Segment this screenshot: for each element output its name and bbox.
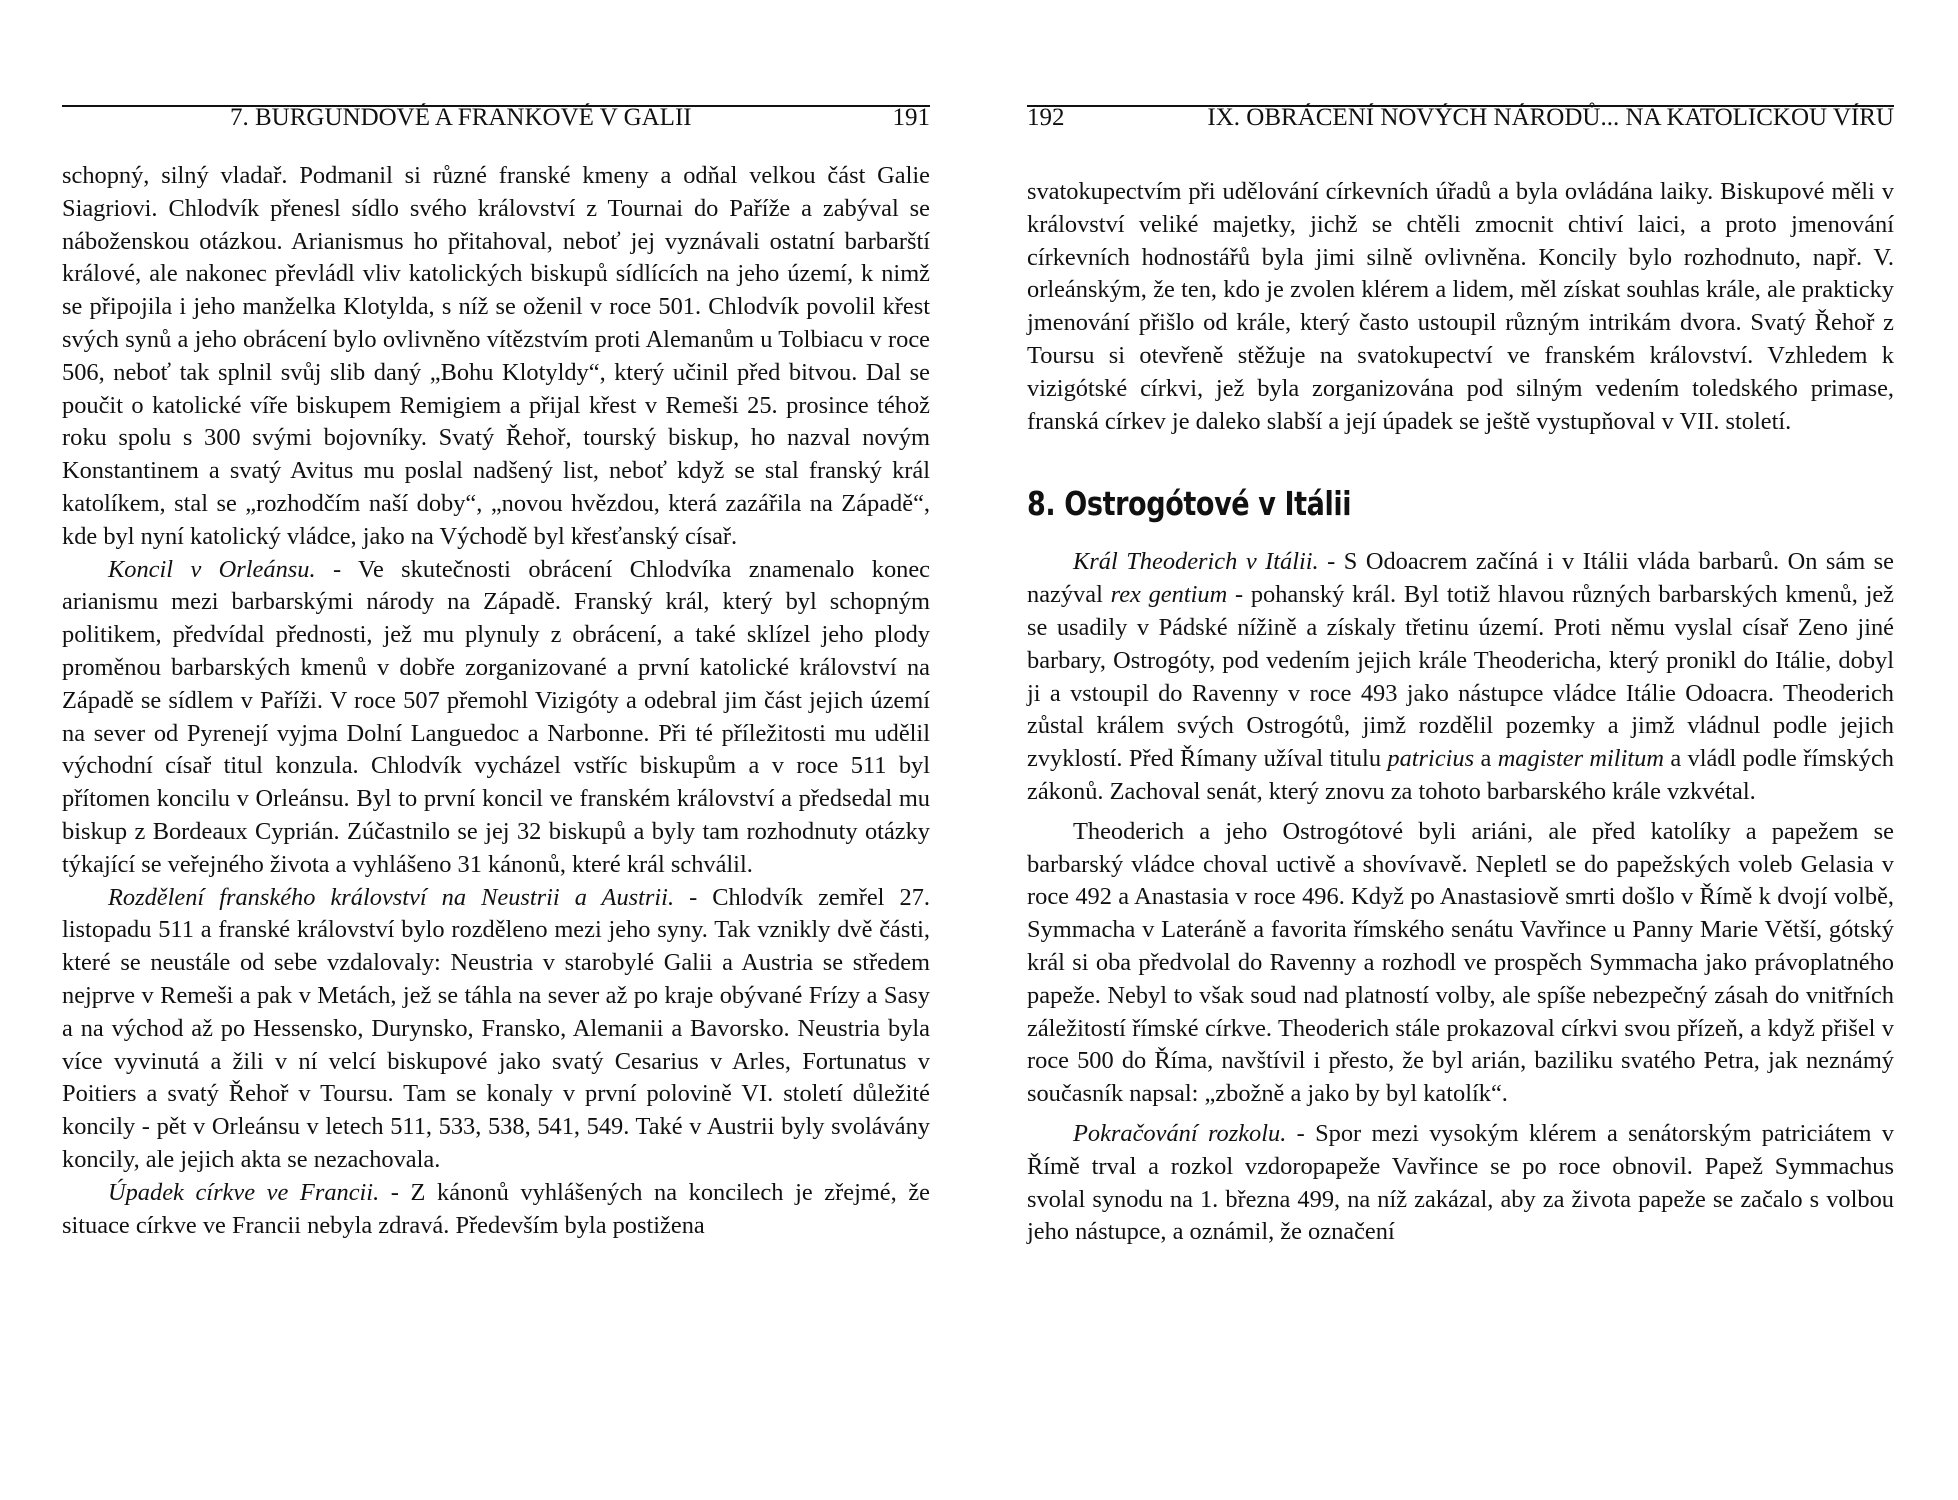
paragraph-text: - Chlodvík zemřel 27. listopadu 511 a franské království bylo rozděleno mezi jeho syny. Tak vznikly dvě části, které se neustále od sebe vzdalovaly: Neustria v starobylé Galii a Austria se středem nejprve v Remeši a pak v Metách, jež se táhla na sever až po kraje obývané Frízy a Sasy a na východ až po Hessensko, Durynsko, Fransko, Alemanii a Bavorsko. Neustria byla více vyvinutá a žili v ní velcí biskupové jako svatý Cesarius v Arles, Fortunatus v Poitiers a svatý Řehoř v Toursu. Tam se konaly v první polovině VI. století důležité koncily - pět v Orleánsu v letech 511, 533, 538, 541, 549. Také v Austrii byly svolávány koncily, ale jejich akta se nezachovala.: [62, 883, 930, 1173]
left-paragraph-upadek: [62, 1177, 930, 1243]
paragraph-text: - Z kánonů vyhlášených na koncilech je zřejmé, že situace církve ve Francii nebyla zdravá. Především byla postižena: [62, 1178, 931, 1239]
left-page-number: 191: [892, 104, 930, 131]
right-page-body: [1027, 176, 1894, 1249]
latin-term: magister militum: [1497, 745, 1664, 773]
paragraph-title: Rozdělení franského království na Neustrii a Austrii.: [108, 883, 675, 911]
right-page-number: 192: [1027, 104, 1065, 131]
left-paragraph-koncil: [62, 554, 930, 882]
paragraph-text: a vládl podle římských zákonů. Zachoval senát, který znovu za tohoto barbarského krále vzkvétal.: [1027, 745, 1894, 805]
left-paragraph-rozdeleni: [62, 882, 930, 1177]
section-heading: 8. Ostrogótové v Itálii: [1027, 484, 1352, 524]
paragraph-title: Koncil v Orleánsu.: [108, 555, 316, 583]
paragraph-text: - Ve skutečnosti obrácení Chlodvíka znamenalo konec arianismu mezi barbarskými národy na Západě. Franský král, který byl schopným politikem, předvídal přednosti, jež mu plynuly z obrácení, a také sklízel jeho plody proměnou barbarských kmenů v dobře zorganizované a první katolické království na Západě se sídlem v Paříži. V roce 507 přemohl Vizigóty a odebral jim část jejich území na sever od Pyrenejí vyjma Dolní Languedoc a Narbonne. Při té příležitosti mu udělil východní císař titul konzula. Chlodvík vycházel vstříc biskupům a v roce 511 byl přítomen koncilu v Orleánsu. Byl to první koncil ve franském království a předsedal mu biskup z Bordeaux Cyprián. Zúčastnilo se jej 32 biskupů a byly tam rozhodnuty otázky týkající se veřejného života a vyhlášeno 31 kánonů, které král schválil.: [62, 555, 930, 878]
right-paragraph-rozkol: [1027, 1118, 1894, 1249]
paragraph-title: Pokračování rozkolu.: [1073, 1119, 1287, 1147]
paragraph-title: Král Theoderich v Itálii.: [1073, 548, 1319, 576]
right-paragraph-ariani: Theoderich a jeho Ostrogótové byli ariáni, ale před katolíky a papežem se barbarský vládce choval uctivě a shovívavě. Nepletl se do papežských voleb Gelasia v roce 492 a Anastasia v roce 496. Když po Anastasiově smrti došlo v Římě k dvojí volbě, Symmacha v Lateráně a favorita římského senátu Vavřince u Panny Marie Větší, gótský král si oba předvolal do Ravenny a rozhodl ve prospěch Symmacha jako právoplatného papeže. Nebyl to však soud nad platností volby, ale spíše nebezpečný zásah do vnitřních záležitostí římské církve. Theoderich stále prokazoval církvi svou přízeň, a když přišel v roce 500 do Říma, navštívil i přesto, že byl arián, baziliku svatého Petra, jak neznámý současník napsal: „zbožně a jako by byl katolík“.: [1027, 817, 1894, 1108]
paragraph-title: Úpadek církve ve Francii.: [108, 1178, 380, 1206]
right-paragraph-1: svatokupectvím při udělování církevních úřadů a byla ovládána laiky. Biskupové měli v království veliké majetky, jichž se chtěli zmocnit chtiví laici, a proto jmenování církevních hodnostářů byla jimi silně ovlivněna. Koncily bylo rozhodnuto, např. V. orleánským, že ten, kdo je zvolen klérem a lidem, měl získat souhlas krále, ale prakticky jmenování přišlo od krále, který často ustoupil různým intrikám dvora. Svatý Řehoř z Toursu si otevřeně stěžuje na svatokupectví ve franském království. Vzhledem k vizigótské církvi, jež byla zorganizována pod silným vedením toledského primase, franská církev je daleko slabší a její úpadek se ještě vystupňoval v VII. století.: [1027, 178, 1894, 435]
latin-term: patricius: [1387, 745, 1475, 773]
left-running-title: 7. BURGUNDOVÉ A FRANKOVÉ V GALII: [230, 104, 692, 131]
left-page-body: [62, 160, 930, 1242]
paragraph-text: - pohanský král. Byl totiž hlavou různých barbarských kmenů, jež se usadily v Pádské nížině a získaly třetinu území. Proti němu vyslal císař Zeno jiné barbary, Ostrogóty, pod vedením jejich krále Theodericha, který pronikl do Itálie, dobyl ji a vstoupil do Ravenny v roce 493 jako nástupce vládce Itálie Odoacra. Theoderich zůstal králem svých Ostrogótů, jimž rozdělil pozemky a jimž vládnul podle jejich zvyklostí. Před Římany užíval titulu: [1027, 581, 1895, 773]
right-page: [979, 0, 1958, 1500]
paragraph-text: - Spor mezi vysokým klérem a senátorským patriciátem v Římě trval a rozkol vzdoropapeže Vavřince se po roce obnovil. Papež Symmachus svolal synodu na 1. března 499, na níž zakázal, aby za života papeže se začalo s volbou jeho nástupce, a oznámil, že označení: [1027, 1119, 1894, 1246]
paragraph-text: - S Odoacrem začíná i v Itálii vláda barbarů. On sám se nazýval: [1027, 548, 1894, 609]
right-page-header: [1027, 103, 1894, 131]
left-page-header: [62, 103, 930, 131]
right-paragraph-theoderich: [1027, 546, 1894, 808]
latin-term: rex gentium: [1110, 581, 1228, 609]
left-paragraph-1: schopný, silný vladař. Podmanil si různé franské kmeny a odňal velkou část Galie Siagriovi. Chlodvík přenesl sídlo svého království z Tournai do Paříže a zabýval se náboženskou otázkou. Arianismus ho přitahoval, neboť jej vyznávali ostatní barbarští králové, ale nakonec převládl vliv katolických biskupů sídlících na jeho území, k nimž se připojila i jeho manželka Klotylda, s níž se oženil v roce 501. Chlodvík povolil křest svých synů a jeho obrácení bylo ovlivněno vítězstvím proti Alemanům u Tolbiacu v roce 506, neboť tak splnil svůj slib daný „Bohu Klotyldy“, který učinil před bitvou. Dal se poučit o katolické víře biskupem Remigiem a přijal křest v Remeši 25. prosince téhož roku spolu s 300 svými bojovníky. Svatý Řehoř, tourský biskup, ho nazval novým Konstantinem a svatý Avitus mu poslal nadšený list, neboť když se stal franský král katolíkem, stal se „rozhodčím naší doby“, „novou hvězdou, která zazářila na Západě“, kde byl nyní katolický vládce, jako na Východě byl křesťanský císař.: [62, 162, 930, 550]
paragraph-text: a: [1474, 745, 1498, 773]
right-running-title: IX. OBRÁCENÍ NOVÝCH NÁRODŮ... NA KATOLICKOU VÍRU: [1207, 104, 1894, 131]
